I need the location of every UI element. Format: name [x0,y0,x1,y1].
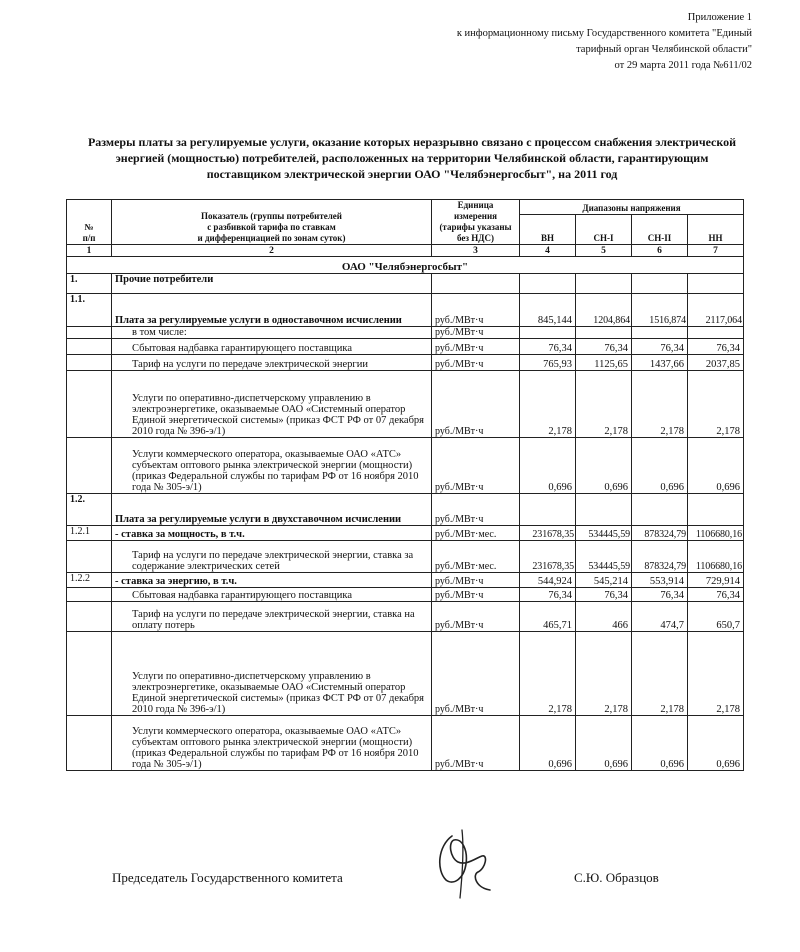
header-indicator [112,200,432,245]
row-number: 1. [67,274,112,294]
col-number: 2 [112,245,432,257]
row-unit: руб./МВт·мес. [432,541,520,573]
row-value [632,327,688,339]
row-value: 2,178 [520,371,576,438]
row-value [688,274,744,294]
row-unit: руб./МВт·ч [432,588,520,602]
row-value [632,274,688,294]
document-title [62,134,762,182]
annex-line: Приложение 1 [687,12,752,23]
row-value: 2,178 [632,371,688,438]
table-row [67,588,744,602]
header-num-line2: п/п [82,233,96,243]
row-value: 76,34 [520,588,576,602]
row-number [67,327,112,339]
row-number [67,339,112,355]
row-value: 534445,59 [576,526,632,541]
row-number [67,602,112,632]
table-row [67,526,744,541]
row-indicator: Плата за регулируемые услуги в двухставочном исчислении [112,494,432,526]
row-indicator: Тариф на услуги по передаче электрической энергии, ставка за содержание электрических сетей [112,541,432,573]
row-value: 0,696 [576,438,632,494]
row-value [576,327,632,339]
table-row [67,327,744,339]
row-indicator: Тариф на услуги по передаче электрической энергии [112,355,432,371]
row-value [688,494,744,526]
title-line: энергией (мощностью) потребителей, расположенных на территории Челябинской области, гарантирующим [115,151,709,165]
row-value: 878324,79 [632,526,688,541]
row-value: 0,696 [688,438,744,494]
row-indicator: Услуги коммерческого оператора, оказываемые ОАО «АТС» субъектам оптового рынка электрической энергии (мощности) (приказ Федеральной службы по тарифам РФ от 16 ноября 2010 года № 305-э/1) [112,716,432,771]
row-unit [432,274,520,294]
row-unit: руб./МВт·ч [432,573,520,588]
signatory-name: С.Ю. Образцов [574,870,659,885]
table-row [67,632,744,716]
header-sn2: СН-II [632,214,688,244]
row-value: 0,696 [576,716,632,771]
row-value: 534445,59 [576,541,632,573]
annex-line: к информационному письму Государственного комитета "Единый [456,28,752,39]
header-indicator-line: и дифференциацией по зонам суток) [197,233,346,243]
row-value: 76,34 [632,588,688,602]
row-indicator: Услуги коммерческого оператора, оказываемые ОАО «АТС» субъектам оптового рынка электрической энергии (мощности) (приказ Федеральной службы по тарифам РФ от 16 ноября 2010 года № 305-э/1) [112,438,432,494]
table-row [67,494,744,526]
header-num [67,200,112,245]
org-row [67,257,744,274]
table-row [67,274,744,294]
row-indicator: Плата за регулируемые услуги в одноставочном исчислении [112,294,432,327]
row-number [67,588,112,602]
table-row [67,339,744,355]
column-number-row [67,245,744,257]
row-value: 1106680,16 [688,541,744,573]
row-number: 1.2. [67,494,112,526]
row-unit: руб./МВт·ч [432,494,520,526]
col-number: 3 [432,245,520,257]
row-value: 1437,66 [632,355,688,371]
row-value: 2,178 [576,371,632,438]
row-value: 553,914 [632,573,688,588]
title-line: поставщиком электрической энергии ОАО "Челябэнергосбыт", на 2011 год [206,167,618,181]
row-number [67,438,112,494]
row-value: 0,696 [520,716,576,771]
row-number [67,632,112,716]
row-unit: руб./МВт·ч [432,716,520,771]
row-value: 231678,35 [520,526,576,541]
row-value: 2,178 [688,371,744,438]
table-row [67,294,744,327]
row-value [576,274,632,294]
table-row [67,371,744,438]
header-sn1: СН-I [576,214,632,244]
row-value: 76,34 [632,339,688,355]
row-unit: руб./МВт·ч [432,438,520,494]
row-indicator: Тариф на услуги по передаче электрической энергии, ставка на оплату потерь [112,602,432,632]
row-value [632,494,688,526]
row-value: 545,214 [576,573,632,588]
header-nn: НН [688,214,744,244]
row-value: 1516,874 [632,294,688,327]
row-unit: руб./МВт·ч [432,355,520,371]
row-unit: руб./МВт·ч [432,339,520,355]
row-value: 0,696 [632,716,688,771]
header-indicator-line: с разбивкой тарифа по ставкам [207,222,336,232]
col-number: 4 [520,245,576,257]
annex-line: тарифный орган Челябинской области" [576,44,752,55]
row-value: 765,93 [520,355,576,371]
row-value: 0,696 [688,716,744,771]
row-value: 2,178 [688,632,744,716]
row-number: 1.2.2 [67,573,112,588]
row-value: 650,7 [688,602,744,632]
table-header-row [67,200,744,215]
col-number: 6 [632,245,688,257]
header-unit-line: без НДС) [457,233,494,243]
row-value: 0,696 [520,438,576,494]
row-unit: руб./МВт·ч [432,294,520,327]
table-row [67,438,744,494]
row-unit: руб./МВт·ч [432,632,520,716]
row-value [576,494,632,526]
row-value: 2,178 [520,632,576,716]
row-indicator: - ставка за мощность, в т.ч. [112,526,432,541]
header-unit [432,200,520,245]
row-value: 544,924 [520,573,576,588]
row-value: 0,696 [632,438,688,494]
row-indicator: - ставка за энергию, в т.ч. [112,573,432,588]
row-indicator: Сбытовая надбавка гарантирующего поставщика [112,588,432,602]
col-number: 7 [688,245,744,257]
row-value: 76,34 [688,588,744,602]
row-value: 1106680,16 [688,526,744,541]
row-value: 466 [576,602,632,632]
title-line: Размеры платы за регулируемые услуги, оказание которых неразрывно связано с процессом снабжения электрической [87,135,737,149]
row-indicator: Сбытовая надбавка гарантирующего поставщика [112,339,432,355]
annex-header [457,10,752,74]
signature-image [432,828,502,900]
row-value: 2117,064 [688,294,744,327]
row-number [67,371,112,438]
row-value: 76,34 [688,339,744,355]
row-value [688,327,744,339]
row-value: 465,71 [520,602,576,632]
row-value: 1204,864 [576,294,632,327]
row-value: 76,34 [520,339,576,355]
annex-line: от 29 марта 2011 года №611/02 [614,60,752,71]
row-indicator: Услуги по оперативно-диспетчерскому управлению в электроэнергетике, оказываемые ОАО «Системный оператор Единой энергетической системы» (приказ ФСТ РФ от 07 декабря 2010 года № 396-э/1) [112,371,432,438]
header-unit-line: (тарифы указаны [439,222,512,232]
row-value: 231678,35 [520,541,576,573]
table-row [67,573,744,588]
row-value [520,274,576,294]
signatory-title: Председатель Государственного комитета [112,870,343,885]
row-number [67,716,112,771]
row-number [67,541,112,573]
table-body [67,274,744,771]
row-value: 2,178 [576,632,632,716]
tariff-table [66,199,744,771]
row-unit: руб./МВт·мес. [432,526,520,541]
row-value [520,494,576,526]
row-value: 1125,65 [576,355,632,371]
row-indicator: Прочие потребители [112,274,432,294]
table-row [67,541,744,573]
row-value: 474,7 [632,602,688,632]
row-value: 845,144 [520,294,576,327]
row-unit: руб./МВт·ч [432,602,520,632]
col-number: 5 [576,245,632,257]
row-indicator: в том числе: [112,327,432,339]
header-indicator-line: Показатель (группы потребителей [201,211,342,221]
header-vn: ВН [520,214,576,244]
header-unit-line: Единица измерения [453,200,498,221]
table-row [67,716,744,771]
row-unit: руб./МВт·ч [432,327,520,339]
row-value: 878324,79 [632,541,688,573]
row-number [67,355,112,371]
row-number: 1.2.1 [67,526,112,541]
table-row [67,602,744,632]
row-value: 76,34 [576,588,632,602]
row-value: 2037,85 [688,355,744,371]
header-ranges: Диапазоны напряжения [520,200,744,215]
row-indicator: Услуги по оперативно-диспетчерскому управлению в электроэнергетике, оказываемые ОАО «Системный оператор Единой энергетической системы» (приказ ФСТ РФ от 07 декабря 2010 года № 396-э/1) [112,632,432,716]
header-num-line1: № [84,222,94,232]
row-value [520,327,576,339]
row-number: 1.1. [67,294,112,327]
org-name: ОАО "Челябэнергосбыт" [67,257,744,274]
row-value: 76,34 [576,339,632,355]
table-row [67,355,744,371]
row-value: 729,914 [688,573,744,588]
row-value: 2,178 [632,632,688,716]
row-unit: руб./МВт·ч [432,371,520,438]
col-number: 1 [67,245,112,257]
